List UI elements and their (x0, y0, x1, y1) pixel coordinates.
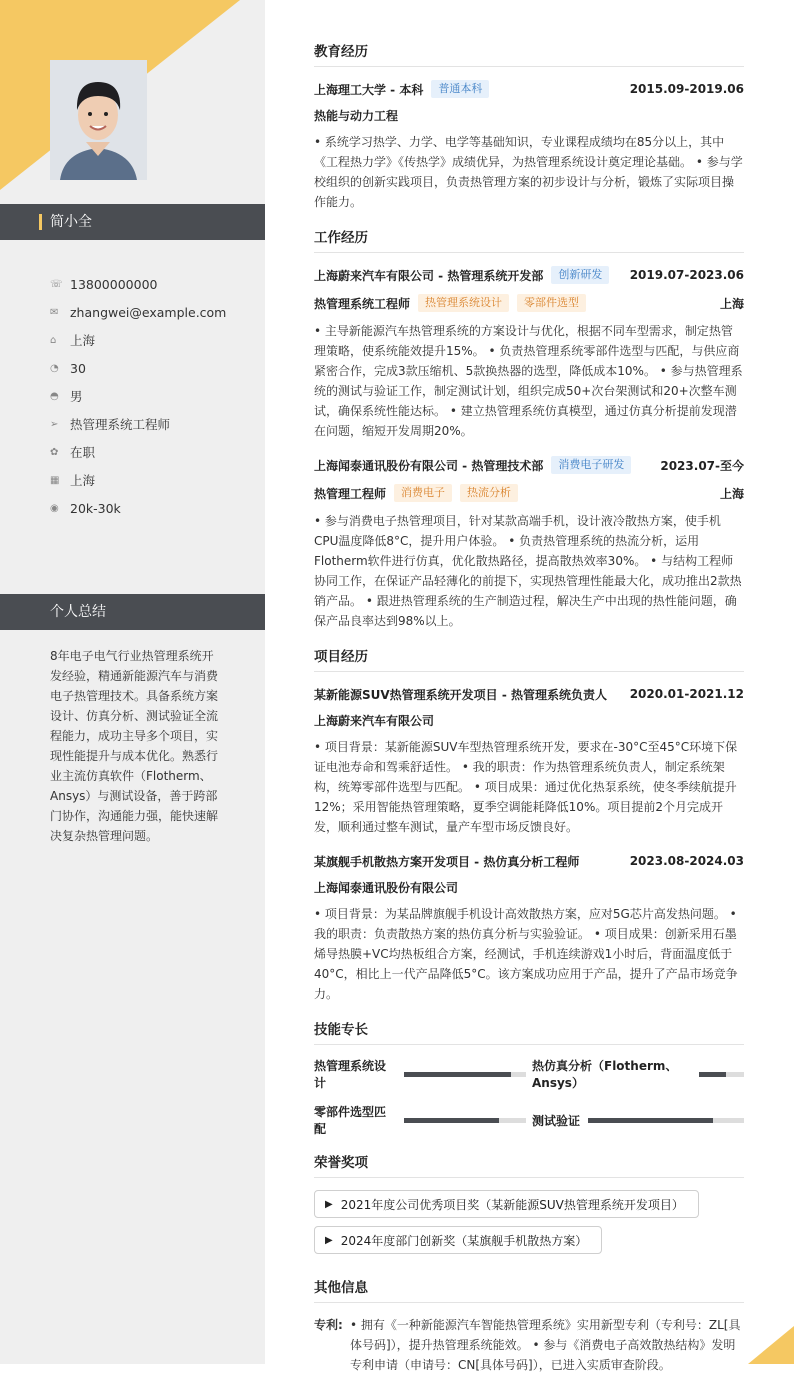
contact-item (50, 494, 260, 522)
education-tag: 普通本科 (431, 80, 489, 98)
work-date: 2023.07-至今 (660, 458, 744, 473)
project-date: 2023.08-2024.03 (629, 854, 744, 868)
main-content (314, 40, 744, 1389)
skill-item (314, 1103, 526, 1137)
other-section (314, 1276, 744, 1375)
contact-item (50, 466, 260, 494)
decor-corner-bottom (748, 1326, 794, 1364)
award-text: 2021年度公司优秀项目奖（某新能源SUV热管理系统开发项目） (340, 1197, 684, 1212)
skill-item (532, 1057, 744, 1091)
section-title: 教育经历 (314, 40, 744, 67)
education-section (314, 40, 744, 212)
contact-value: 男 (70, 389, 83, 404)
gender-icon: ◓ (50, 390, 59, 402)
building-icon: ▦ (50, 474, 60, 486)
project-name: 某新能源SUV热管理系统开发项目 - 热管理系统负责人 (314, 687, 608, 702)
work-company: 上海闻泰通讯股份有限公司 - 热管理技术部 (314, 458, 544, 473)
project-company: 上海蔚来汽车有限公司 (314, 714, 435, 728)
project-desc: • 项目背景：某新能源SUV车型热管理系统开发，要求在-30°C至45°C环境下保证电池寿命和驾乘舒适性。 • 我的职责：作为热管理系统负责人，制定系统架构，统筹零部件选型与匹配。 • 项目成果：通过优化热泵系统，使冬季续航提升12%；采用智能热管理策略，夏季空调能耗降低10%。项目提前2个月完成开发，顺利通过整车测试，量产车型市场反馈良好。 (314, 740, 738, 834)
section-title: 技能专长 (314, 1018, 744, 1045)
skill-name: 热管理系统设计 (314, 1059, 387, 1090)
project-name: 某旗舰手机散热方案开发项目 - 热仿真分析工程师 (314, 854, 580, 869)
education-desc: • 系统学习热学、力学、电学等基础知识，专业课程成绩均在85分以上，其中《工程热力学》《传热学》成绩优异，为热管理系统设计奠定理论基础。 • 参与学校组织的创新实践项目，负责热管理方案的初步设计与分析，锻炼了实际项目操作能力。 (314, 135, 743, 209)
skill-item (314, 1057, 526, 1091)
skill-bar (404, 1118, 526, 1123)
contact-value: 30 (70, 360, 86, 376)
work-desc: • 参与消费电子热管理项目，针对某款高端手机，设计液冷散热方案，使手机CPU温度降低8°C，提升用户体验。 • 负责热管理系统的热流分析，运用Flotherm软件进行仿真，优化散热路径，提高散热效率30%。 • 与结构工程师协同工作，在保证产品轻薄化的前提下，实现热管理性能最大化，成功推出2款热销产品。 • 跟进热管理系统的生产制造过程，解决生产中出现的热性能问题，确保产品良率达到98%以上。 (314, 514, 742, 628)
work-role-wrap (314, 294, 586, 312)
contact-value: 在职 (70, 445, 96, 460)
role-tag: 热流分析 (460, 484, 518, 502)
contact-item (50, 438, 260, 466)
work-role: 热管理系统工程师 (314, 296, 411, 311)
role-tag: 消费电子 (394, 484, 452, 502)
section-title: 工作经历 (314, 226, 744, 253)
work-tag: 创新研发 (551, 266, 609, 284)
work-header (314, 455, 744, 475)
work-role-wrap (314, 484, 518, 502)
profile-name: 简小全 (0, 204, 265, 240)
phone-icon: ☏ (50, 278, 63, 290)
skill-name: 零部件选型匹配 (314, 1105, 387, 1136)
work-section (314, 226, 744, 631)
project-desc: • 项目背景：为某品牌旗舰手机设计高效散热方案，应对5G芯片高发热问题。 • 我的职责：负责散热方案的热仿真分析与实验验证。 • 项目成果：创新采用石墨烯导热膜+VC均热板组合方案，经测试，手机连续游戏1小时后，背面温度低于40°C，相比上一代产品降低5°C。该方案成功应用于产品，提升了产品市场竞争力。 (314, 907, 738, 1001)
contact-value: 上海 (70, 473, 96, 488)
skill-item (532, 1103, 744, 1137)
contact-value: 上海 (70, 333, 96, 348)
other-value: • 拥有《一种新能源汽车智能热管理系统》实用新型专利（专利号：ZL[具体号码]），提升热管理系统能效。 • 参与《消费电子高效散热结构》发明专利申请（申请号：CN[具体号码]），已进入实质审查阶段。 (350, 1318, 741, 1372)
work-city: 上海 (719, 296, 744, 311)
section-title: 项目经历 (314, 645, 744, 672)
education-date: 2015.09-2019.06 (629, 82, 744, 96)
skill-bar-fill (404, 1118, 499, 1123)
award-item[interactable] (314, 1190, 699, 1218)
summary-text: 8年电子电气行业热管理系统开发经验，精通新能源汽车与消费电子热管理技术。具备系统方案设计、仿真分析、测试验证全流程能力，成功主导多个项目，实现性能提升与成本优化。熟悉行业主流仿真软件（Flotherm、Ansys）与测试设备，善于跨部门协作，沟通能力强，能快速解决复杂热管理问题。 (50, 649, 219, 843)
skills-section (314, 1018, 744, 1137)
work-company-wrap (314, 266, 609, 284)
project-company: 上海闻泰通讯股份有限公司 (314, 881, 459, 895)
home-icon: ⌂ (50, 334, 57, 346)
project-date: 2020.01-2021.12 (629, 687, 744, 701)
expand-triangle-icon: ▶ (325, 1234, 333, 1246)
sidebar (0, 0, 265, 1364)
salary-icon: ◉ (50, 502, 59, 514)
work-role-row (314, 483, 744, 503)
work-date: 2019.07-2023.06 (629, 268, 744, 282)
skill-name: 热仿真分析（Flotherm、Ansys） (532, 1059, 678, 1090)
contact-item (50, 382, 260, 410)
work-header (314, 265, 744, 285)
major: 热能与动力工程 (314, 109, 399, 123)
work-company-wrap (314, 456, 631, 474)
work-city: 上海 (719, 486, 744, 501)
contact-item (50, 354, 260, 382)
work-tag: 消费电子研发 (551, 456, 631, 474)
contact-item (50, 326, 260, 354)
email-icon: ✉ (50, 306, 59, 318)
send-icon: ➢ (50, 418, 59, 430)
contact-value: 热管理系统工程师 (70, 417, 171, 432)
contact-item (50, 298, 260, 326)
age-icon: ◔ (50, 362, 59, 374)
award-text: 2024年度部门创新奖（某旗舰手机散热方案） (340, 1233, 588, 1248)
project-section (314, 645, 744, 1004)
other-key: 专利: (314, 1318, 343, 1332)
awards-section (314, 1151, 744, 1262)
school-name: 上海理工大学 - 本科 (314, 82, 424, 97)
project-header (314, 684, 744, 704)
section-title: 荣誉奖项 (314, 1151, 744, 1178)
skill-bar-fill (588, 1118, 713, 1123)
contact-value: zhangwei@example.com (70, 304, 227, 320)
contact-item (50, 270, 260, 298)
project-header (314, 851, 744, 871)
contact-item (50, 410, 260, 438)
skill-name: 测试验证 (532, 1113, 581, 1128)
contact-value: 20k-30k (70, 500, 121, 516)
award-item[interactable] (314, 1226, 602, 1254)
work-desc: • 主导新能源汽车热管理系统的方案设计与优化，根据不同车型需求，制定热管理策略，使系统能效提升15%。 • 负责热管理系统零部件选型与匹配，与供应商紧密合作，完成3款压缩机、5款换热器的选型，降低成本10%。 • 参与热管理系统的测试与验证工作，制定测试计划，组织完成50+次台架测试和20+次整车测试，确保系统性能达标。 • 建立热管理系统仿真模型，通过仿真分析提前发现潜在问题，缩短开发周期20%。 (314, 324, 743, 438)
status-gear-icon: ✿ (50, 446, 59, 458)
skill-bar-fill (404, 1072, 511, 1077)
skill-bar (588, 1118, 744, 1123)
work-role-row (314, 293, 744, 313)
expand-triangle-icon: ▶ (325, 1198, 333, 1210)
skill-bar-fill (699, 1072, 726, 1077)
summary-title: 个人总结 (0, 594, 265, 630)
avatar (50, 60, 147, 180)
role-tag: 热管理系统设计 (418, 294, 509, 312)
work-role: 热管理工程师 (314, 486, 387, 501)
contact-value: 13800000000 (70, 276, 158, 292)
skill-bar (699, 1072, 744, 1077)
work-company: 上海蔚来汽车有限公司 - 热管理系统开发部 (314, 268, 544, 283)
role-tag: 零部件选型 (517, 294, 586, 312)
section-title: 其他信息 (314, 1276, 744, 1303)
skill-bar (404, 1072, 526, 1077)
contact-list (50, 270, 260, 522)
